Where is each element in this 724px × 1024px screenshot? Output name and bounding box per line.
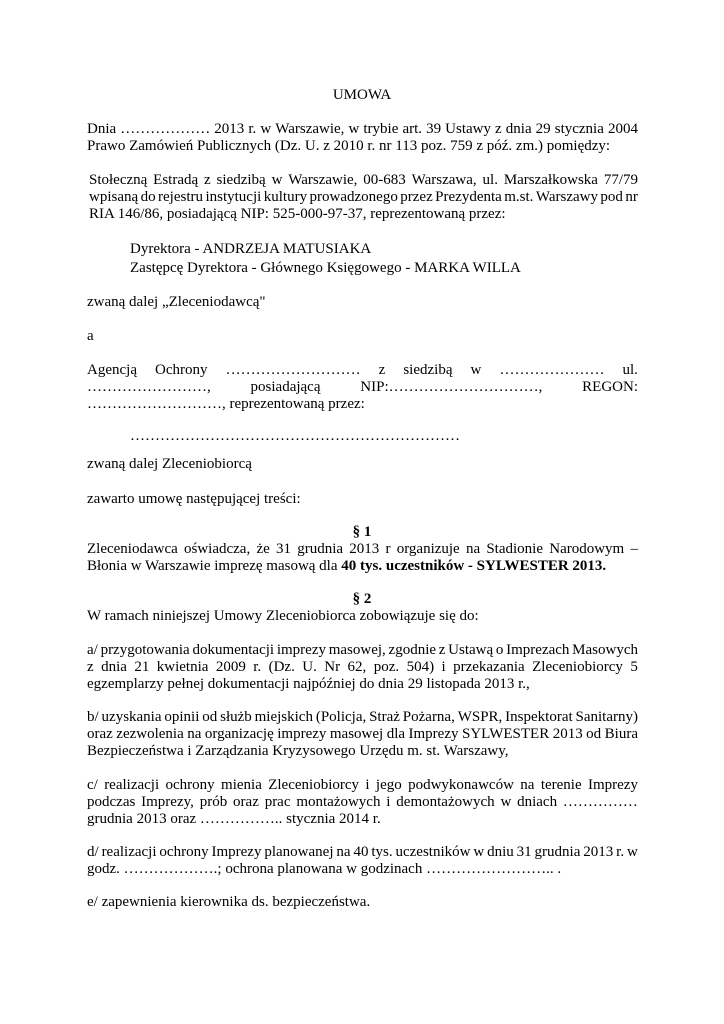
word: – (630, 541, 638, 557)
word: z (204, 172, 211, 188)
word: od (202, 709, 218, 725)
word: podczas (87, 794, 136, 810)
word: masowej, (328, 642, 386, 658)
word: poz. (373, 659, 400, 675)
word: organizację (204, 726, 274, 742)
word: 2013 (583, 844, 614, 860)
word: Ochrony (155, 362, 208, 378)
word: r. (616, 844, 625, 860)
item-a-line-2 (87, 659, 638, 676)
word: podwykonawców (408, 777, 514, 793)
word: z (495, 121, 502, 137)
word: Inspektorat (505, 709, 573, 725)
word: na (465, 541, 481, 557)
word: uzyskania (101, 709, 162, 725)
word: b/ (87, 709, 99, 725)
party1-representative-1: Dyrektora - ANDRZEJA MATUSIAKA (130, 241, 372, 257)
word: masowej (329, 726, 384, 742)
section-1-heading: § 1 (352, 524, 372, 540)
word: Nr (324, 659, 341, 675)
word: Narodowym (549, 541, 625, 557)
word: przekazania (453, 659, 525, 675)
word: wpisaną (89, 189, 139, 205)
word: na (520, 777, 535, 793)
word: na (336, 844, 351, 860)
word: kultury (263, 189, 308, 205)
word: U. (302, 659, 317, 675)
word: że (256, 541, 270, 557)
word: w (473, 844, 485, 860)
item-d-line-2: godz. ……………….; ochrona planowana w godzinach …………………….. . (87, 861, 562, 877)
word: 2004 (607, 121, 638, 137)
party1-line-1 (89, 172, 638, 189)
agreed-clause: zawarto umowę następującej treści: (87, 491, 301, 507)
word: oraz (233, 794, 259, 810)
conjunction: a (87, 328, 94, 344)
word: instytucji (205, 189, 262, 205)
word: tys. (371, 844, 393, 860)
word: stycznia (554, 121, 604, 137)
section-2-intro: W ramach niniejszej Umowy Zleceniobiorca zobowiązuje się do: (87, 608, 479, 624)
word: m.st. (504, 189, 534, 205)
word: kwietnia (156, 659, 209, 675)
word: Imprezach (506, 642, 570, 658)
item-a-line-1 (87, 642, 638, 659)
word: z (378, 362, 386, 378)
item-d-line-1 (87, 844, 638, 861)
word: Straż (369, 709, 400, 725)
word: 2009 (215, 659, 246, 675)
word: WSPR, (457, 709, 503, 725)
word: 00-683 (363, 172, 406, 188)
word: grudnia (534, 844, 581, 860)
word: ochrony (165, 777, 215, 793)
word: 29 (535, 121, 551, 137)
word: 31 (516, 844, 532, 860)
word: Dnia (87, 121, 117, 137)
word: Zleceniodawca (87, 541, 178, 557)
word: rejestru (158, 189, 204, 205)
word: r. (248, 121, 257, 137)
word: d/ (87, 844, 99, 860)
party2-line-2 (87, 379, 638, 396)
party2-line-1 (87, 362, 638, 379)
item-c-line-1 (87, 777, 638, 794)
word: imprezy (277, 726, 327, 742)
word: terenie (540, 777, 582, 793)
word: 62, (347, 659, 367, 675)
word: organizuje (396, 541, 460, 557)
word: r. (253, 659, 262, 675)
word: przez (400, 189, 433, 205)
word: 5 (630, 659, 638, 675)
word: oświadcza, (184, 541, 251, 557)
word: Prezydenta (435, 189, 502, 205)
word: Stadionie (486, 541, 544, 557)
word: ……………………, (87, 379, 211, 395)
word: na (187, 726, 202, 742)
word: dniu (487, 844, 514, 860)
word: Warszawie, (275, 121, 345, 137)
word: jego (375, 777, 402, 793)
word: pod (600, 189, 623, 205)
word: dnia (505, 121, 532, 137)
word: przygotowania (100, 642, 190, 658)
item-b-line-3: Bezpieczeństwa i Zarządzania Kryzysowego Urzędu m. st. Warszawy, (87, 743, 509, 759)
word: realizacji (104, 777, 160, 793)
word: zezwolenia (116, 726, 184, 742)
word: siedzibą (403, 362, 453, 378)
intro-line-1 (87, 121, 638, 138)
document-title: UMOWA (332, 87, 392, 103)
word: REGON: (582, 379, 638, 395)
party2-representative: ………………………………………………………… (130, 428, 460, 444)
word: w (260, 121, 272, 137)
word: art. (402, 121, 423, 137)
word: oraz (87, 726, 113, 742)
item-e: e/ zapewnienia kierownika ds. bezpieczeństwa. (87, 894, 371, 910)
word: grudnia (297, 541, 344, 557)
party1-line-2 (89, 189, 638, 206)
word: 39 (426, 121, 442, 137)
word: i (441, 659, 446, 675)
item-b-line-2 (87, 726, 638, 743)
word: i (365, 777, 370, 793)
section-1-line-2 (87, 558, 606, 575)
word: Imprezy (587, 777, 638, 793)
word: dnia (101, 659, 127, 675)
word: w (626, 844, 638, 860)
item-a-line-3: egzemplarzy pełnej dokumentacji najpóźniej do dnia 29 listopada 2013 r., (87, 676, 530, 692)
word: Estradą (153, 172, 199, 188)
word: Masowych (572, 642, 638, 658)
section-2-heading: § 2 (352, 591, 372, 607)
word: imprezy (276, 642, 326, 658)
word: …………… (562, 794, 638, 810)
word: Stołeczną (89, 172, 148, 188)
item-b-line-1 (87, 709, 638, 726)
word: miejskich (254, 709, 313, 725)
word: Imprezy (408, 726, 459, 742)
word: mienia (221, 777, 262, 793)
word: Imprezy (211, 844, 262, 860)
word: ul. (482, 172, 498, 188)
word: Ustawy (445, 121, 491, 137)
word: i (386, 794, 391, 810)
word: w (348, 121, 360, 137)
word: siedzibą (216, 172, 266, 188)
word: w (271, 172, 283, 188)
intro-line-2: Prawo Zamówień Publicznych (Dz. U. z 2010 r. nr 113 poz. 759 z póź. zm.) pomiędzy: (87, 138, 611, 154)
word: prowadzonego (309, 189, 398, 205)
word: od (586, 726, 602, 742)
word: o (495, 642, 504, 658)
word: 31 (275, 541, 291, 557)
word: Zleceniobiorcy (532, 659, 623, 675)
word: do (140, 189, 156, 205)
word: Warszawy (535, 189, 598, 205)
word: Imprezy, (141, 794, 194, 810)
word: demontażowych (396, 794, 495, 810)
word: (Policja, (315, 709, 367, 725)
word: w (500, 794, 512, 810)
word: prac (264, 794, 291, 810)
word: ul. (622, 362, 638, 378)
party1-representative-2: Zastępcę Dyrektora - Głównego Księgowego - MARKA WILLA (130, 260, 521, 276)
word: w (470, 362, 482, 378)
word: realizacji (101, 844, 157, 860)
word: zgodnie (388, 642, 437, 658)
word: c/ (87, 777, 98, 793)
word: (Dz. (268, 659, 295, 675)
word: 21 (134, 659, 150, 675)
word: 2013 (349, 541, 380, 557)
word: dokumentacji (192, 642, 275, 658)
word: Biura (604, 726, 638, 742)
section-1-line-1 (87, 541, 638, 558)
word: planowanej (264, 844, 334, 860)
word: Sanitarny) (575, 709, 638, 725)
word: dla (386, 726, 406, 742)
word: uczestników (395, 844, 471, 860)
word: nr (625, 189, 638, 205)
word: opinii (164, 709, 200, 725)
word: Pożarna, (402, 709, 455, 725)
party2-line-3: ………………………, reprezentowaną przez: (87, 396, 365, 412)
word: 40 (353, 844, 369, 860)
word: 77/79 (603, 172, 638, 188)
word: Marszałkowska (503, 172, 598, 188)
item-c-line-3: grudnia 2013 oraz …………….. stycznia 2014 r. (87, 811, 381, 827)
section-1-line-2-bold: 40 tys. uczestników - SYLWESTER 2013. (341, 558, 607, 574)
party1-called: zwaną dalej „Zleceniodawcą" (87, 294, 266, 310)
word: ……………… (120, 121, 211, 137)
word: SYLWESTER (461, 726, 550, 742)
word: NIP:…………………………, (360, 379, 543, 395)
item-c-line-2 (87, 794, 638, 811)
word: a/ (87, 642, 98, 658)
word: 504) (406, 659, 435, 675)
party2-called: zwaną dalej Zleceniobiorcą (87, 456, 252, 472)
word: posiadającą (250, 379, 321, 395)
word: dniach (517, 794, 558, 810)
word: ……………………… (225, 362, 361, 378)
word: trybie (363, 121, 399, 137)
word: Warszawie, (288, 172, 358, 188)
word: Agencją (87, 362, 137, 378)
word: Zleceniobiorcy (268, 777, 360, 793)
word: 2013 (552, 726, 583, 742)
word: 2013 (214, 121, 245, 137)
word: z (87, 659, 94, 675)
word: z (438, 642, 446, 658)
word: ochrony (159, 844, 209, 860)
word: ………………… (499, 362, 605, 378)
word: montażowych (296, 794, 381, 810)
word: prób (199, 794, 228, 810)
section-1-line-2-text: Błonia w Warszawie imprezę masową dla (87, 558, 342, 574)
word: r (385, 541, 391, 557)
party1-line-3: RIA 146/86, posiadającą NIP: 525-000-97-37, reprezentowaną przez: (89, 206, 506, 222)
word: Ustawą (448, 642, 494, 658)
word: służb (220, 709, 252, 725)
word: Warszawa, (411, 172, 477, 188)
